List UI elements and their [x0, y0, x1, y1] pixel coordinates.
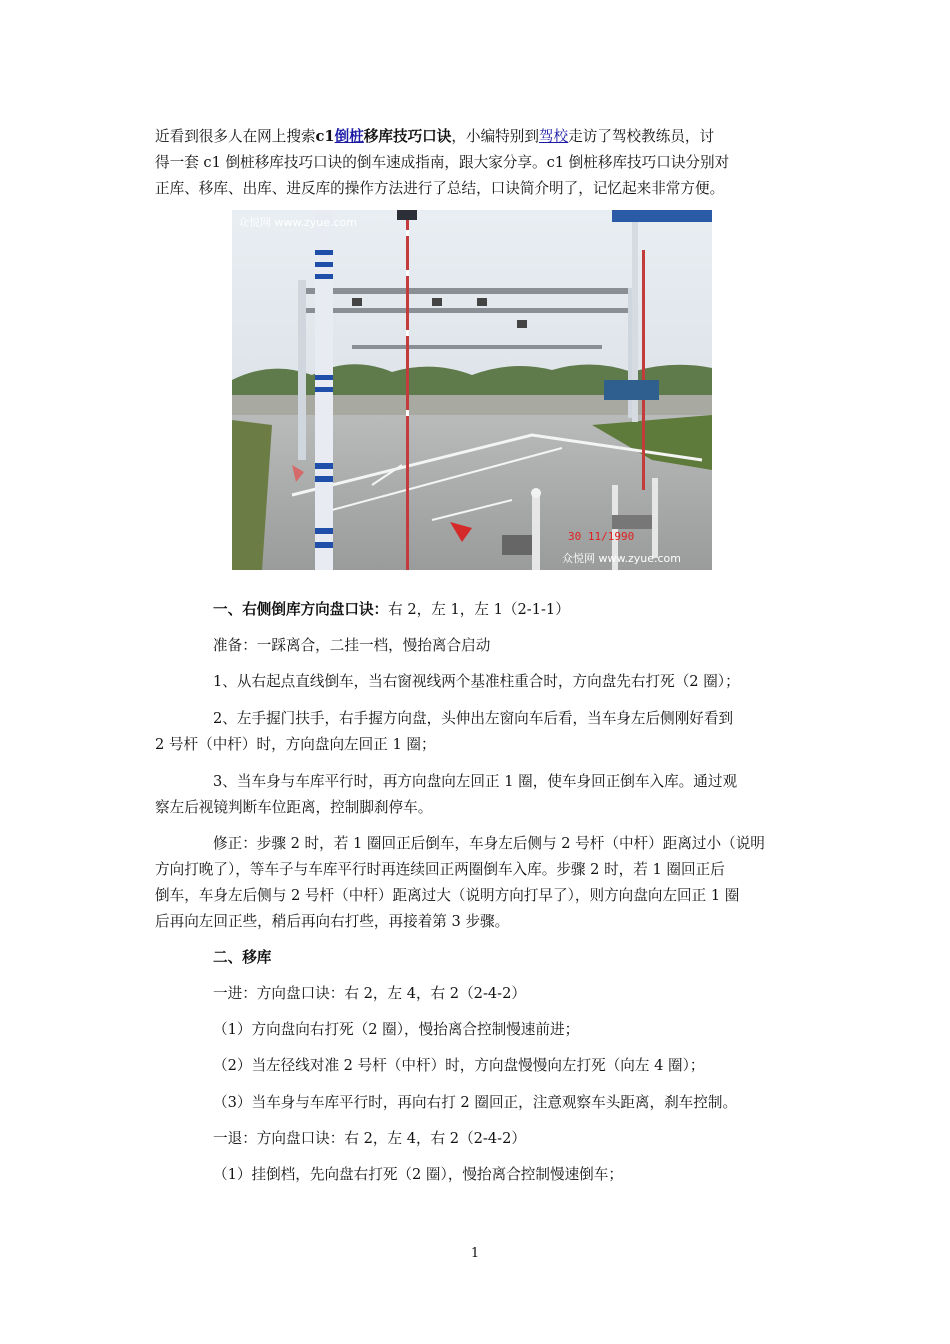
- section1-step1: 1、从右起点直线倒车，当右窗视线两个基准柱重合时，方向盘先右打死（2 圈）；: [213, 673, 740, 690]
- section2-forward-step3: （3）当车身与车库平行时，再向右打 2 圈回正，注意观察车头距离，刹车控制。: [213, 1094, 738, 1111]
- section2-forward-step1: （1）方向盘向右打死（2 圈），慢抬离合控制慢速前进；: [213, 1021, 580, 1038]
- section2-forward-title: 一进：方向盘口诀：右 2，左 4，右 2（2-4-2）: [213, 985, 526, 1002]
- intro-line-2: 得一套 c1 倒桩移库技巧口诀的倒车速成指南，跟大家分享。c1 倒桩移库技巧口诀分别对: [155, 154, 730, 171]
- section1-step3-line1: 3、当车身与车库平行时，再方向盘向左回正 1 圈，使车身回正倒车入库。通过观: [213, 773, 738, 790]
- section2-back-step1: （1）挂倒档，先向盘右打死（2 圈），慢抬离合控制慢速倒车；: [213, 1166, 623, 1183]
- watermark-bottom: 众悦网 www.zyue.com: [562, 552, 681, 565]
- link-daozhuang[interactable]: 倒桩: [334, 128, 364, 145]
- section1-step3-line2: 察左后视镜判断车位距离，控制脚刹停车。: [155, 799, 433, 816]
- section2-back-title: 一退：方向盘口诀：右 2，左 4，右 2（2-4-2）: [213, 1130, 526, 1147]
- driving-course-photo: [232, 210, 712, 570]
- intro-bold-title: 移库技巧口诀: [363, 128, 452, 145]
- section1-heading: 一、右侧倒库方向盘口诀：: [213, 601, 389, 618]
- intro-text: ，小编特别到: [451, 128, 539, 145]
- section1-fix-line2: 方向打晚了），等车子与车库平行时再连续回正两圈倒车入库。步骤 2 时，若 1 圈回正后: [155, 861, 725, 878]
- intro-line-1: [155, 124, 714, 150]
- section1-formula: 右 2，左 1，左 1（2-1-1）: [388, 601, 570, 618]
- section1-fix-line1: 修正：步骤 2 时，若 1 圈回正后倒车，车身左后侧与 2 号杆（中杆）距离过小（说明: [213, 835, 765, 852]
- section1-heading-line: [213, 597, 570, 623]
- section1-fix-line3: 倒车，车身左后侧与 2 号杆（中杆）距离过大（说明方向打早了），则方向盘向左回正 1 圈: [155, 887, 740, 904]
- watermark-top: 众悦网 www.zyue.com: [238, 216, 357, 229]
- intro-bold-c1: c1: [315, 128, 335, 145]
- section1-step2-line2: 2 号杆（中杆）时，方向盘向左回正 1 圈；: [155, 736, 436, 753]
- section1-prep: 准备：一踩离合，二挂一档，慢抬离合启动: [213, 637, 491, 654]
- intro-text: 走访了驾校教练员，讨: [568, 128, 715, 145]
- link-jiaxiao[interactable]: 驾校: [538, 128, 569, 145]
- intro-line-3: 正库、移库、出库、进反库的操作方法进行了总结，口诀简介明了，记忆起来非常方便。: [155, 180, 725, 197]
- section2-heading: 二、移库: [213, 949, 272, 966]
- intro-text: 近看到很多人在网上搜索: [155, 128, 316, 145]
- course-illustration: [232, 210, 712, 570]
- photo-timestamp: 30 11/1990: [568, 530, 635, 543]
- section1-fix-line4: 后再向左回正些，稍后再向右打些，再接着第 3 步骤。: [155, 913, 510, 930]
- section2-forward-step2: （2）当左径线对准 2 号杆（中杆）时，方向盘慢慢向左打死（向左 4 圈）；: [213, 1057, 705, 1074]
- page-number: 1: [470, 1246, 480, 1261]
- section1-step2-line1: 2、左手握门扶手，右手握方向盘，头伸出左窗向车后看，当车身左后侧刚好看到: [213, 710, 734, 727]
